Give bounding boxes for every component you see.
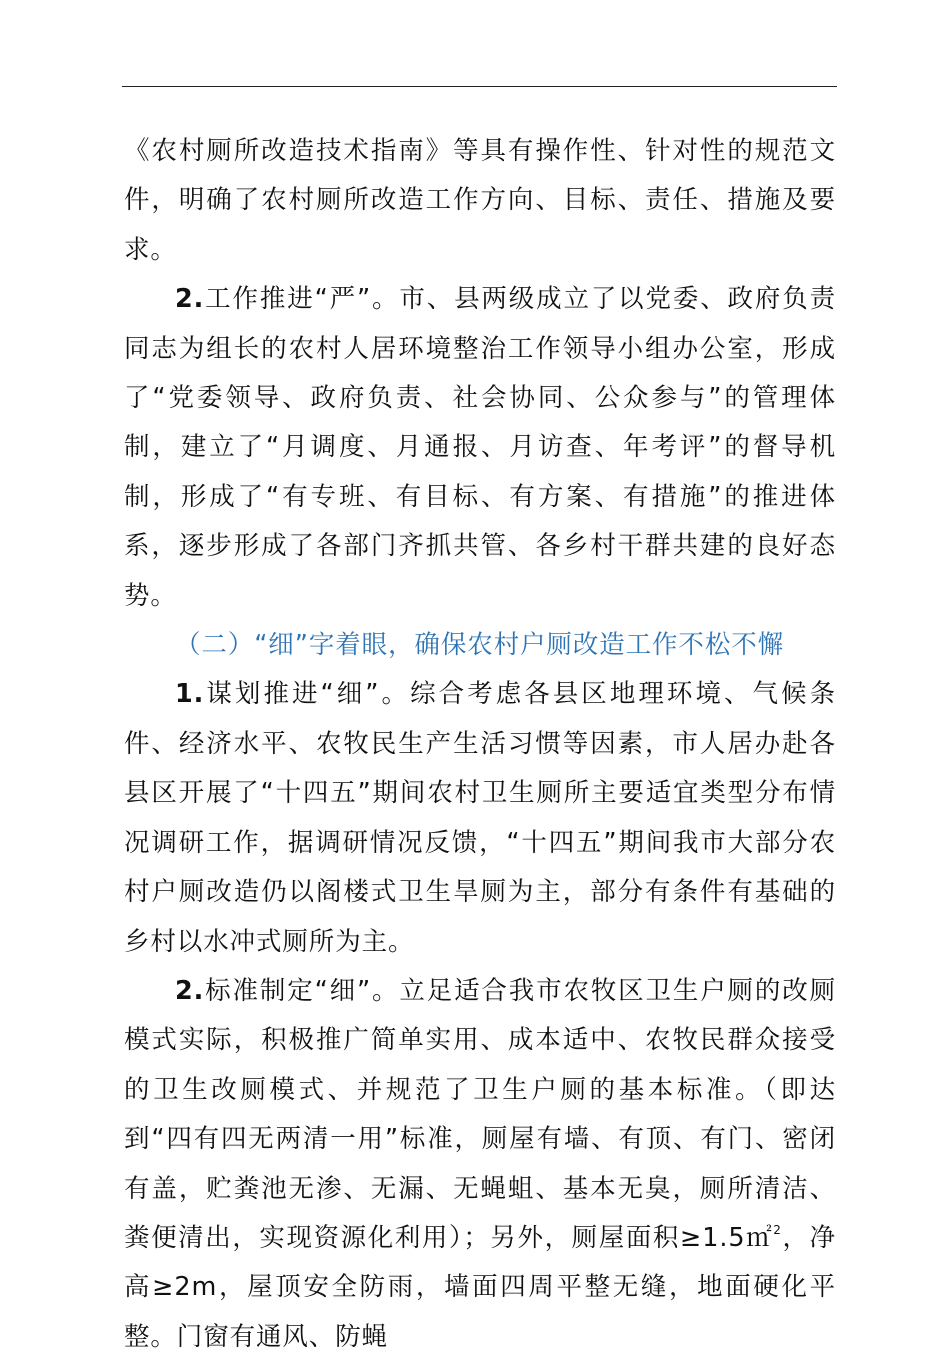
document-body (124, 127, 836, 1362)
paragraph-standards (124, 967, 836, 1362)
paragraph-text-continued: ，净高≥2m，屋顶安全防雨，墙面四周平整无缝，地面硬化平整。门窗有通风、防蝇 (124, 1222, 836, 1352)
paragraph-planning (124, 670, 836, 966)
item-heading: 工作推进“严” (204, 284, 372, 315)
paragraph-text: 《农村厕所改造技术指南》等具有操作性、针对性的规范文件，明确了农村厕所改造工作方向、目标、责任、措施及要求。 (124, 136, 836, 265)
paragraph-text: 。市、县两级成立了以党委、政府负责同志为组长的农村人居环境整治工作领导小组办公室，形成了“党委领导、政府负责、社会协同、公众参与”的管理体制，建立了“月调度、月通报、月访查、年考评”的督导机制，形成了“有专班、有目标、有方案、有措施”的推进体系，逐步形成了各部门齐抓共管、各乡村干群共建的良好态势。 (124, 284, 836, 611)
header-rule (122, 86, 837, 87)
paragraph-guideline-continuation (124, 127, 836, 275)
paragraph-text: 。立足适合我市农牧区卫生户厕的改厕模式实际，积极推广简单实用、成本适中、农牧民群众接受的卫生改厕模式、并规范了卫生户厕的基本标准。（即达到“四有四无两清一用”标准，厕屋有墙、有顶、有门、密闭有盖，贮粪池无渗、无漏、无蝇蛆、基本无臭，厕所清洁、粪便清出，实现资源化利用）；另外，厕屋面积≥1.5㎡ (124, 975, 836, 1253)
paragraph-work-promotion (124, 275, 836, 621)
section-heading: （二）“细”字着眼，确保农村户厕改造工作不松不懈 (175, 630, 785, 661)
item-number: 2. (175, 975, 205, 1006)
item-heading: 标准制定“细” (204, 975, 372, 1006)
item-heading: 谋划推进“细” (204, 679, 380, 710)
paragraph-text: 。综合考虑各县区地理环境、气候条件、经济水平、农牧民生产生活习惯等因素，市人居办赴各县区开展了“十四五”期间农村卫生厕所主要适宜类型分布情况调研工作，据调研情况反馈，“十四五”期间我市大部分农村户厕改造仍以阁楼式卫生旱厕为主，部分有条件有基础的乡村以水冲式厕所为主。 (124, 679, 836, 957)
area-superscript: 2 (773, 1222, 782, 1237)
item-number: 1. (175, 679, 205, 710)
item-number: 2. (175, 284, 205, 315)
